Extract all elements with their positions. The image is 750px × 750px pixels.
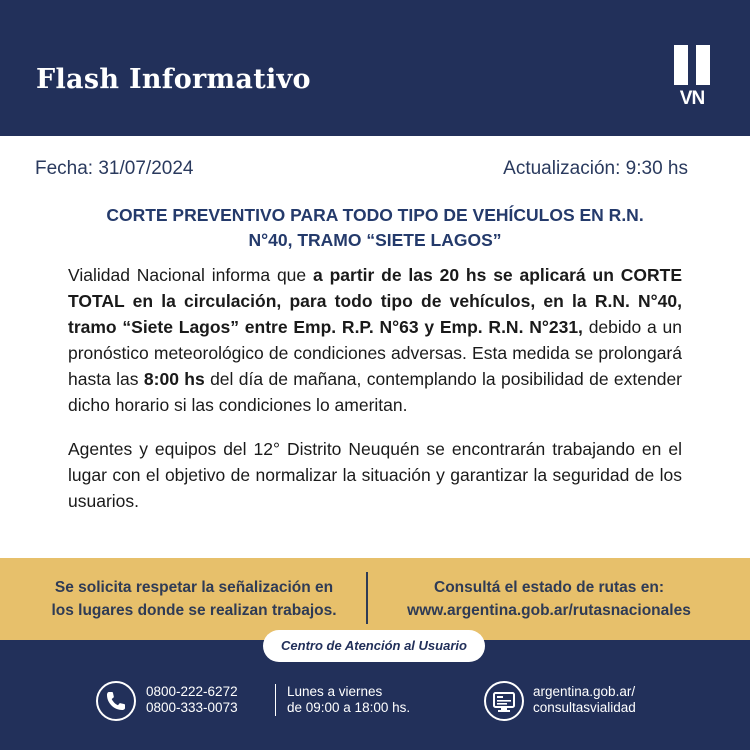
- phone-icon: [96, 681, 136, 721]
- p1-bold: a partir de las 20 hs se aplicará un CORTE TOTAL en la circulación, para todo tipo de vehículos, en la R.N. N°40, tramo “Siete Lagos” entre Emp. R.P. N°63 y Emp. R.N. N°231,: [68, 265, 682, 337]
- phone-number-1[interactable]: 0800-222-6272: [146, 684, 238, 699]
- vn-logo: [672, 45, 712, 109]
- route-status-link[interactable]: www.argentina.gob.ar/rutasnacionales: [407, 602, 691, 619]
- phone-number-2[interactable]: 0800-333-0073: [146, 700, 238, 715]
- computer-icon: [484, 681, 524, 721]
- signage-notice: [38, 576, 350, 622]
- notice-divider: [366, 572, 368, 624]
- hours-line-1: Lunes a viernes: [287, 684, 383, 699]
- hours-line-2: de 09:00 a 18:00 hs.: [287, 700, 411, 715]
- header-banner: [0, 0, 750, 136]
- route-status-notice: [382, 576, 716, 622]
- p1-end: del día de mañana, contemplando la posibilidad de extender dicho horario si las condiciones lo ameritan.: [68, 369, 683, 415]
- logo-bar-left: [674, 45, 688, 85]
- date-label: Fecha: 31/07/2024: [35, 158, 194, 179]
- notice-band: [0, 558, 750, 640]
- consult-website[interactable]: [533, 684, 636, 716]
- headline-line-1: CORTE PREVENTIVO PARA TODO TIPO DE VEHÍCULOS EN R.N.: [106, 205, 644, 225]
- page-title: Flash Informativo: [36, 64, 311, 95]
- body-paragraph-2: Agentes y equipos del 12° Distrito Neuquén se encontrarán trabajando en el lugar con el objetivo de normalizar la situación y garantizar la seguridad de los usuarios.: [68, 439, 682, 511]
- headline-line-2: N°40, TRAMO “SIETE LAGOS”: [248, 230, 502, 250]
- logo-bar-right: [696, 45, 710, 85]
- phone-numbers: [146, 684, 238, 716]
- p1-intro: Vialidad Nacional informa que: [68, 265, 313, 285]
- customer-service-pill: Centro de Atención al Usuario: [263, 630, 485, 662]
- body-paragraph-1: [68, 262, 682, 418]
- headline: [70, 203, 680, 253]
- p1-mid: debido a un pronóstico meteorológico de condiciones adversas. Esta medida se prolongará hasta las: [68, 317, 682, 389]
- logo-text: VN: [679, 88, 705, 109]
- p1-time: 8:00 hs: [143, 369, 205, 389]
- update-time-label: Actualización: 9:30 hs: [503, 158, 688, 179]
- site-line-1[interactable]: argentina.gob.ar/: [533, 684, 636, 699]
- route-status-line-1: Consultá el estado de rutas en:: [434, 579, 664, 596]
- signage-notice-line-2: los lugares donde se realizan trabajos.: [51, 602, 337, 619]
- office-hours: [287, 684, 410, 716]
- signage-notice-line-1: Se solicita respetar la señalización en: [54, 579, 334, 596]
- site-line-2[interactable]: consultasvialidad: [533, 700, 636, 715]
- footer-divider: [275, 684, 276, 716]
